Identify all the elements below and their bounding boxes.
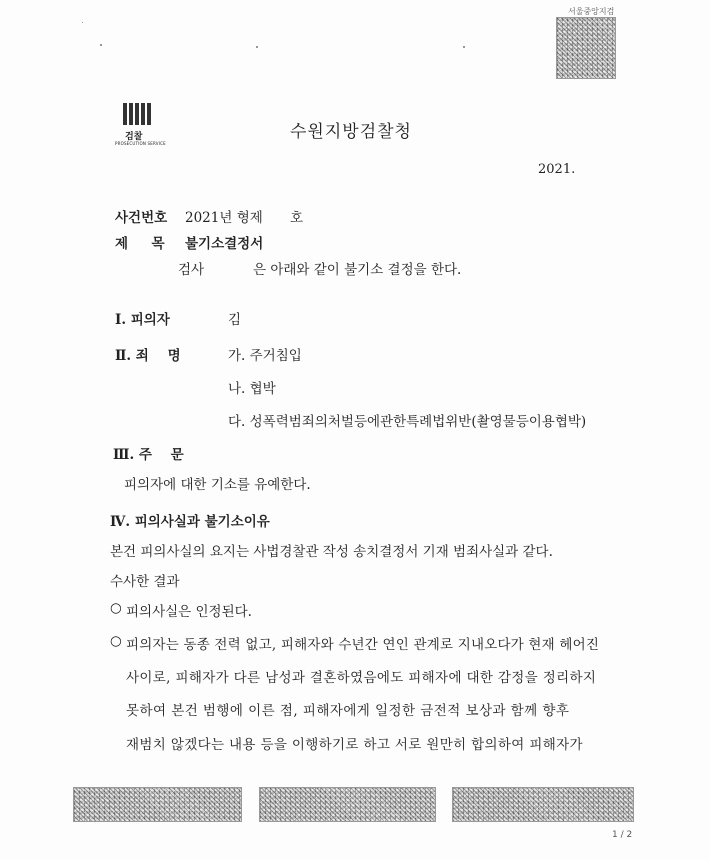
top-right-stamp-label: 서울중앙지검 xyxy=(568,7,615,16)
decision-sentence: 은 아래와 같이 불기소 결정을 한다. xyxy=(253,262,462,278)
charges-label: Ⅱ. 죄 명 xyxy=(115,348,181,364)
suspect-name: 김 xyxy=(228,312,242,328)
suspect-label: Ⅰ. 피의자 xyxy=(115,312,170,328)
redacted-barcode xyxy=(556,17,616,79)
redacted-barcode xyxy=(452,787,634,822)
scan-speck xyxy=(463,46,465,48)
redacted-barcode xyxy=(259,787,436,822)
case-number-label: 사건번호 xyxy=(115,210,168,226)
bullet-text-line: 사이로, 피해자가 다른 남성과 결혼하였음에도 피해자에 대한 감정을 정리하지 xyxy=(126,670,597,686)
logo-text: 검찰 xyxy=(125,132,143,142)
bullet-text-line: 못하여 본건 범행에 이른 점, 피해자에게 일정한 금전적 보상과 함께 향후 xyxy=(126,703,570,719)
charge-item: 나. 협박 xyxy=(228,381,276,397)
investigation-result: 수사한 결과 xyxy=(110,574,180,590)
redacted-barcode xyxy=(73,787,242,822)
reasons-intro: 본건 피의사실의 요지는 사법경찰관 작성 송치결정서 기재 범죄사실과 같다. xyxy=(110,544,553,560)
office-title: 수원지방검찰청 xyxy=(290,122,412,142)
bullet-text-line: 피의자는 동종 전력 없고, 피해자와 수년간 연인 관계로 지내오다가 현재 헤어진 xyxy=(126,637,600,653)
case-number-value: 2021년 형제 xyxy=(185,210,263,226)
reasons-label: Ⅳ. 피의사실과 불기소이유 xyxy=(110,514,270,530)
document-year: 2021. xyxy=(538,162,576,177)
prosecution-logo-icon xyxy=(123,103,151,125)
logo-subtext: PROSECUTION SERVICE xyxy=(115,141,166,146)
case-number-suffix: 호 xyxy=(290,210,304,226)
subject-value: 불기소결정서 xyxy=(185,236,264,252)
prosecutor-label: 검사 xyxy=(178,262,205,278)
scan-speck xyxy=(100,44,102,46)
subject-label: 제 목 xyxy=(115,236,165,252)
charge-item: 가. 주거침입 xyxy=(228,348,302,364)
bullet-icon: ○ xyxy=(110,633,122,649)
page-number: 1 / 2 xyxy=(612,830,633,840)
scan-speck xyxy=(256,46,258,48)
bullet-text-line: 재범치 않겠다는 내용 등을 이행하기로 하고 서로 원만히 합의하여 피해자가 xyxy=(126,737,583,753)
bullet-icon: ○ xyxy=(110,600,122,616)
order-text: 피의자에 대한 기소를 유예한다. xyxy=(124,477,311,493)
order-label: Ⅲ. 주 문 xyxy=(113,447,184,463)
scan-speck xyxy=(82,22,83,23)
charge-item: 다. 성폭력범죄의처벌등에관한특례법위반(촬영물등이용협박) xyxy=(228,414,587,430)
bullet-text: 피의사실은 인정된다. xyxy=(126,604,252,620)
